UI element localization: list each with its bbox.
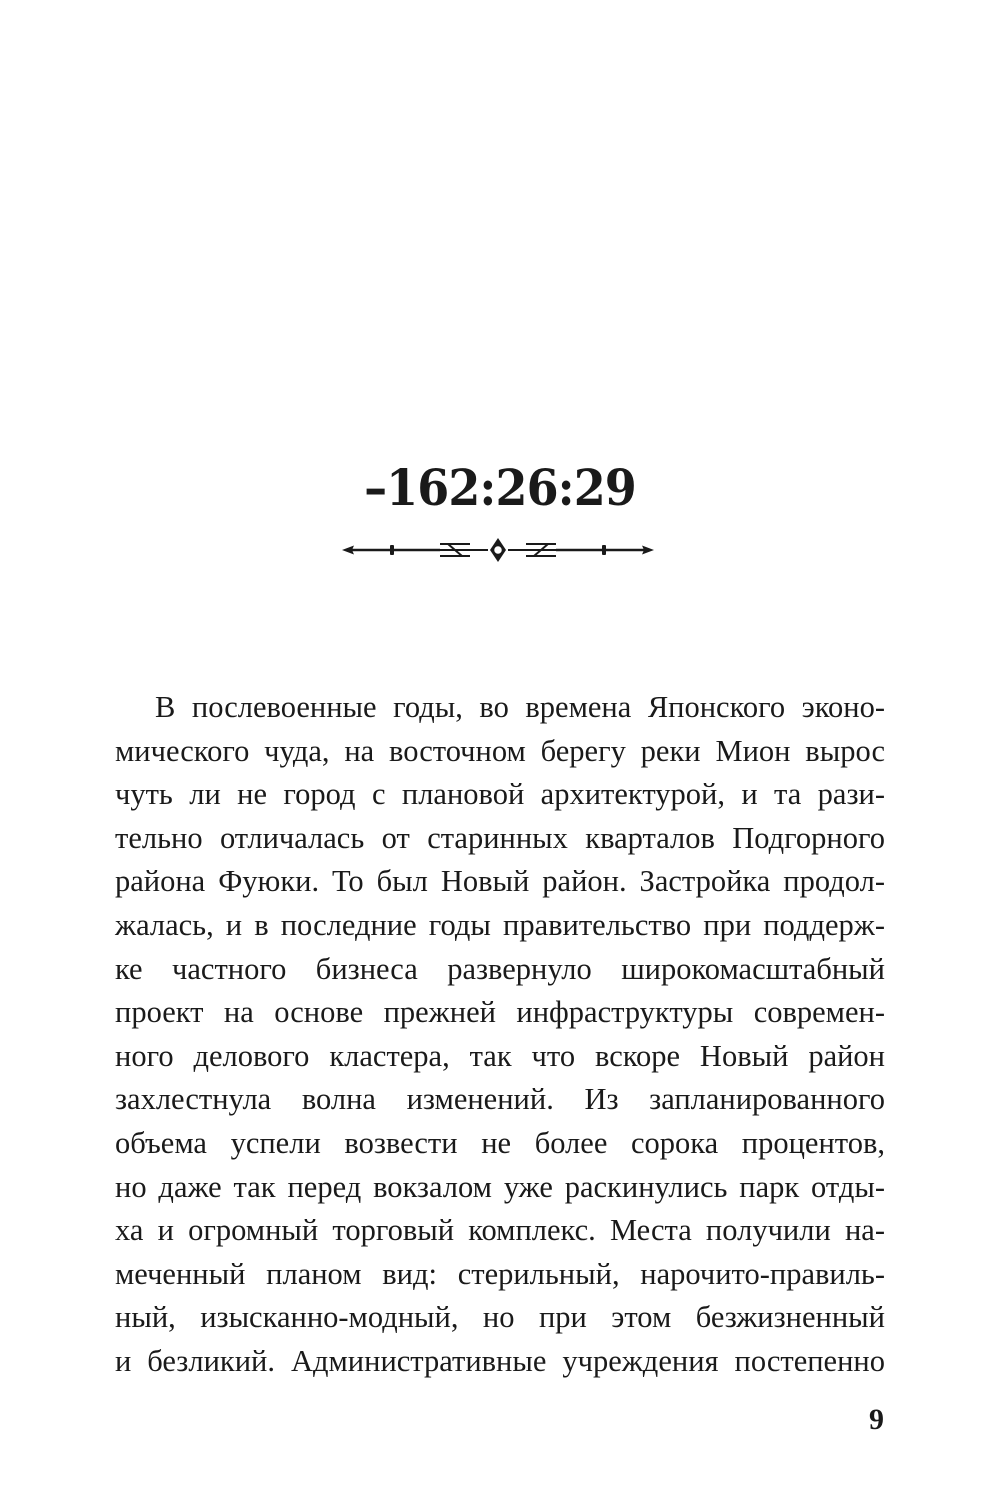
text-line: ке частного бизнеса развернуло широкомасштабный	[115, 951, 885, 986]
text-line: объема успели возвести не более сорока процентов,	[115, 1125, 885, 1160]
text-line: мического чуда, на восточном берегу реки Мион вырос	[115, 733, 885, 768]
text-line: жалась, и в последние годы правительство при поддерж-	[115, 907, 885, 942]
text-line: ного делового кластера, так что вскоре Новый район	[115, 1038, 885, 1073]
text-line: но даже так перед вокзалом уже раскинулись парк отды-	[115, 1169, 885, 1204]
body-paragraph	[115, 686, 885, 1384]
text-line: района Фуюки. То был Новый район. Застройка продол-	[115, 864, 885, 899]
text-line: меченный планом вид: стерильный, нарочито-правиль-	[115, 1256, 885, 1291]
text-line: ный, изысканно-модный, но при этом безжизненный	[115, 1300, 885, 1335]
text-line: тельно отличалась от старинных кварталов Подгорного	[115, 820, 885, 855]
text-line: и безликий. Административные учреждения постепенно	[115, 1343, 885, 1378]
text-line: В послевоенные годы, во времена Японского эконо-	[155, 690, 885, 724]
ornament-divider-icon	[340, 536, 656, 564]
text-line: захлестнула волна изменений. Из запланированного	[115, 1082, 885, 1117]
chapter-heading: –162:26:29	[364, 458, 636, 517]
page-number: 9	[869, 1403, 884, 1436]
text-line: чуть ли не город с плановой архитектурой, и та рази-	[115, 777, 885, 812]
text-line: ха и огромный торговый комплекс. Места получили на-	[115, 1213, 885, 1248]
text-line: проект на основе прежней инфраструктуры современ-	[115, 995, 885, 1030]
